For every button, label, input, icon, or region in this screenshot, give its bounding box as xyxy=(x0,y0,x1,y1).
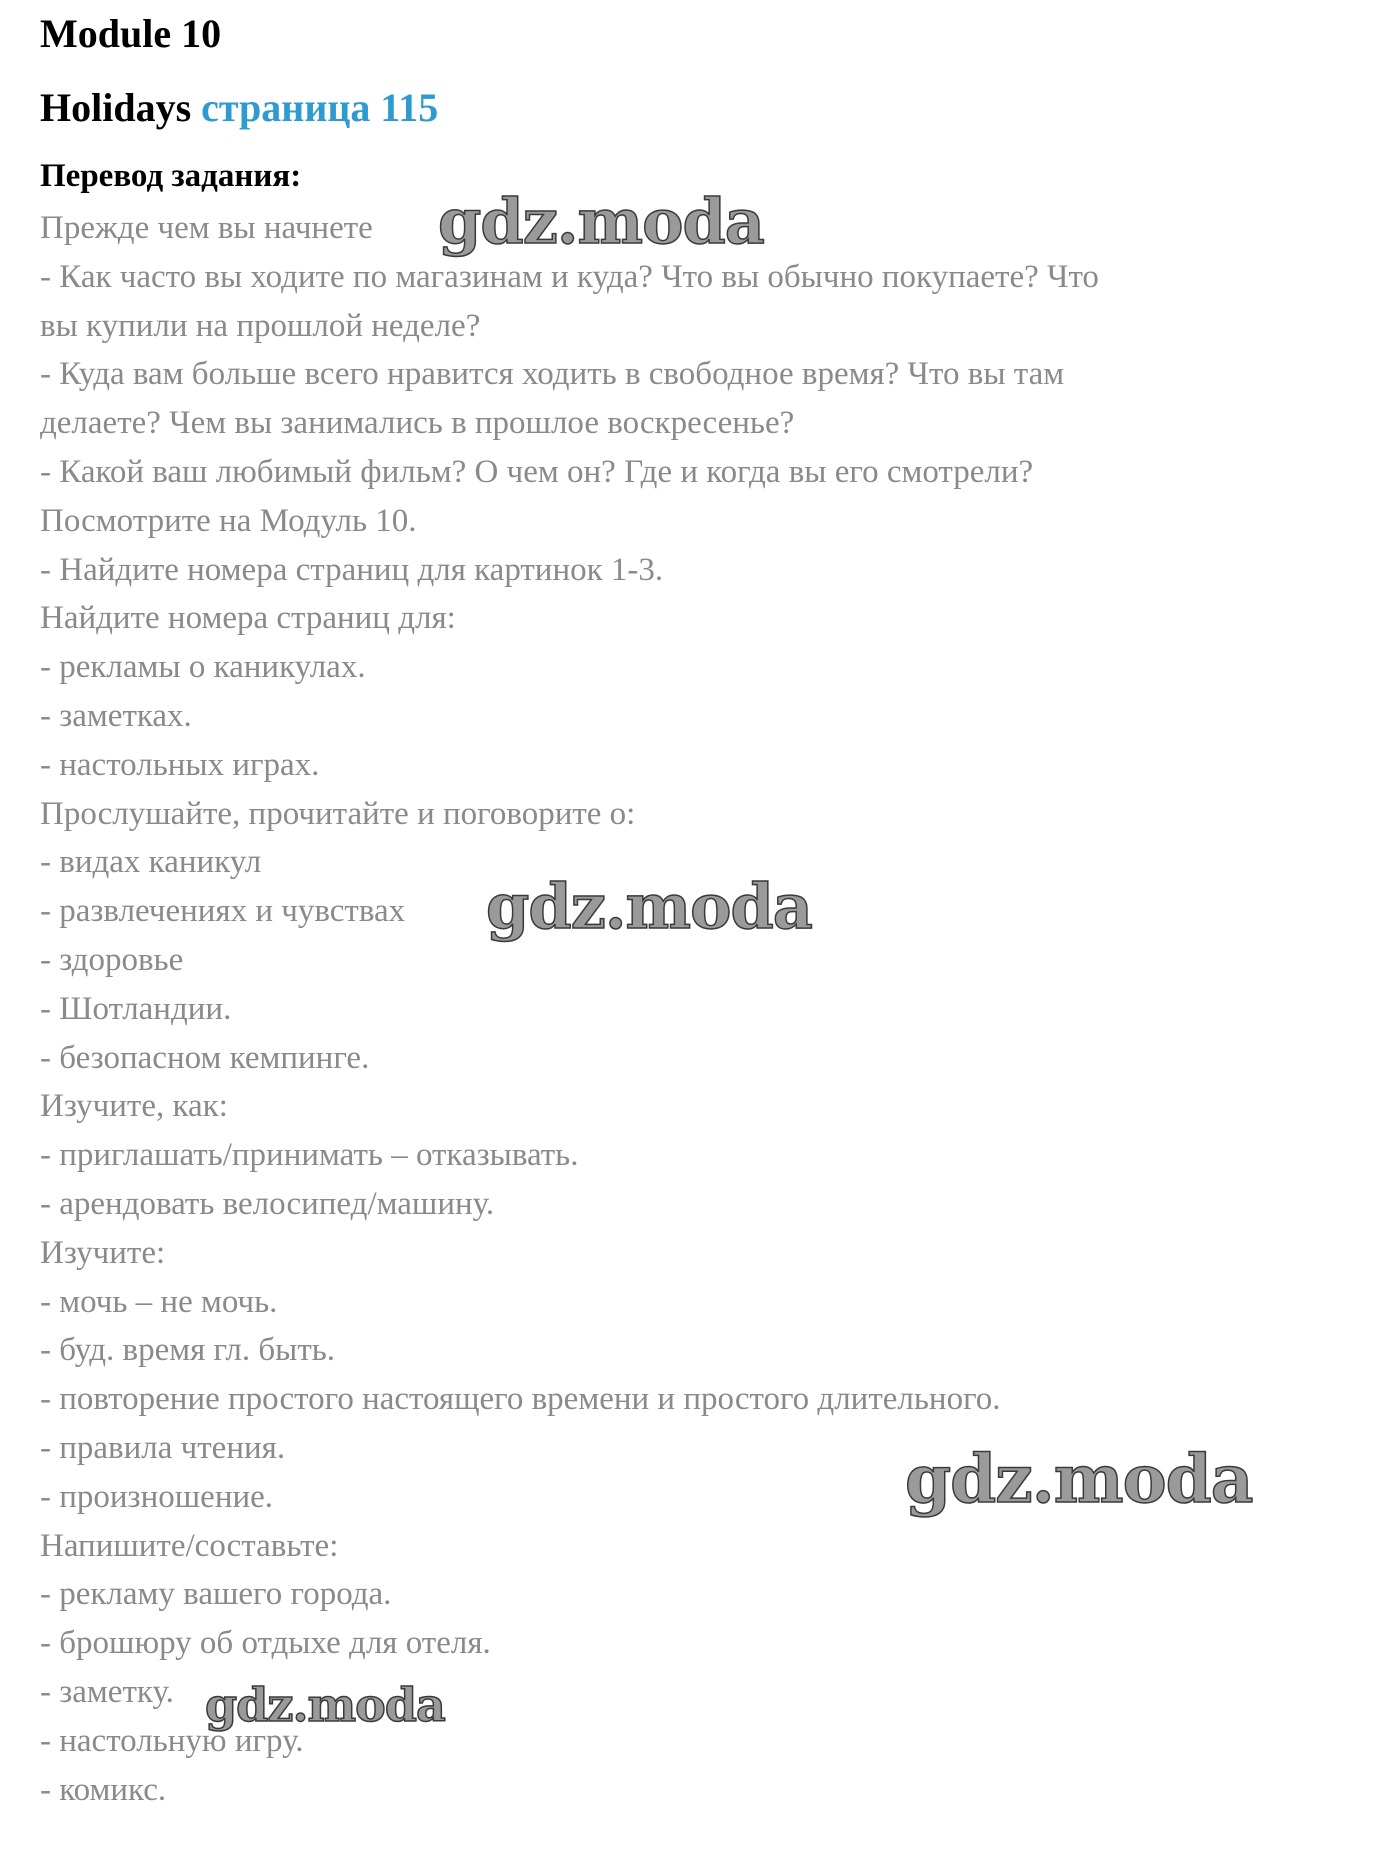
text-line: - Какой ваш любимый фильм? О чем он? Где и когда вы его смотрели? xyxy=(40,453,1034,490)
text-line: Прослушайте, прочитайте и поговорите о: xyxy=(40,795,636,832)
text-line: - здоровье xyxy=(40,941,184,978)
page-subtitle xyxy=(40,82,1360,134)
text-line: - брошюру об отдыхе для отеля. xyxy=(40,1625,491,1662)
text-line: - заметку. xyxy=(40,1673,174,1710)
watermark-logo: gdz.moda xyxy=(905,1440,1253,1518)
text-line: - настольную игру. xyxy=(40,1722,304,1759)
module-title: Module 10 xyxy=(40,11,222,56)
text-line: - рекламу вашего города. xyxy=(40,1576,392,1613)
text-line: - Как часто вы ходите по магазинам и куда? Что вы обычно покупаете? Что xyxy=(40,258,1099,295)
watermark-logo: gdz.moda xyxy=(438,185,764,258)
text-line: - безопасном кемпинге. xyxy=(40,1039,370,1076)
text-line: Найдите номера страниц для: xyxy=(40,600,456,637)
text-line: - настольных играх. xyxy=(40,746,320,783)
text-line: Изучите: xyxy=(40,1234,166,1271)
text-line: - развлечениях и чувствах xyxy=(40,893,406,930)
text-line: - рекламы о каникулах. xyxy=(40,649,366,686)
text-line: - повторение простого настоящего времени и простого длительного. xyxy=(40,1381,1001,1418)
text-line: - буд. время гл. быть. xyxy=(40,1332,336,1369)
text-line: - мочь – не мочь. xyxy=(40,1283,278,1320)
text-line: Прежде чем вы начнете xyxy=(40,210,373,246)
text-line: - арендовать велосипед/машину. xyxy=(40,1185,495,1222)
topic-title: Holidays xyxy=(40,85,192,130)
watermark-logo: gdz.moda xyxy=(205,1678,445,1732)
text-line: - Шотландии. xyxy=(40,990,232,1027)
text-line: - Найдите номера страниц для картинок 1-3. xyxy=(40,551,664,588)
text-line: - правила чтения. xyxy=(40,1429,286,1466)
text-line: Посмотрите на Модуль 10. xyxy=(40,502,417,539)
text-line: Изучите, как: xyxy=(40,1088,228,1125)
watermark-logo: gdz.moda xyxy=(486,870,812,943)
text-line: делаете? Чем вы занимались в прошлое воскресенье? xyxy=(40,405,795,442)
text-line: вы купили на прошлой неделе? xyxy=(40,307,481,344)
text-line: - приглашать/принимать – отказывать. xyxy=(40,1137,579,1174)
task-heading: Перевод задания: xyxy=(40,158,302,194)
page-reference-link[interactable]: страница 115 xyxy=(201,85,439,130)
translation-text xyxy=(40,204,1360,1814)
text-line: - произношение. xyxy=(40,1478,274,1515)
text-line: - комикс. xyxy=(40,1771,167,1808)
text-line: - видах каникул xyxy=(40,844,262,881)
text-line: - Куда вам больше всего нравится ходить в свободное время? Что вы там xyxy=(40,356,1065,393)
text-line: - заметках. xyxy=(40,697,192,734)
text-line: Напишите/составьте: xyxy=(40,1527,339,1564)
